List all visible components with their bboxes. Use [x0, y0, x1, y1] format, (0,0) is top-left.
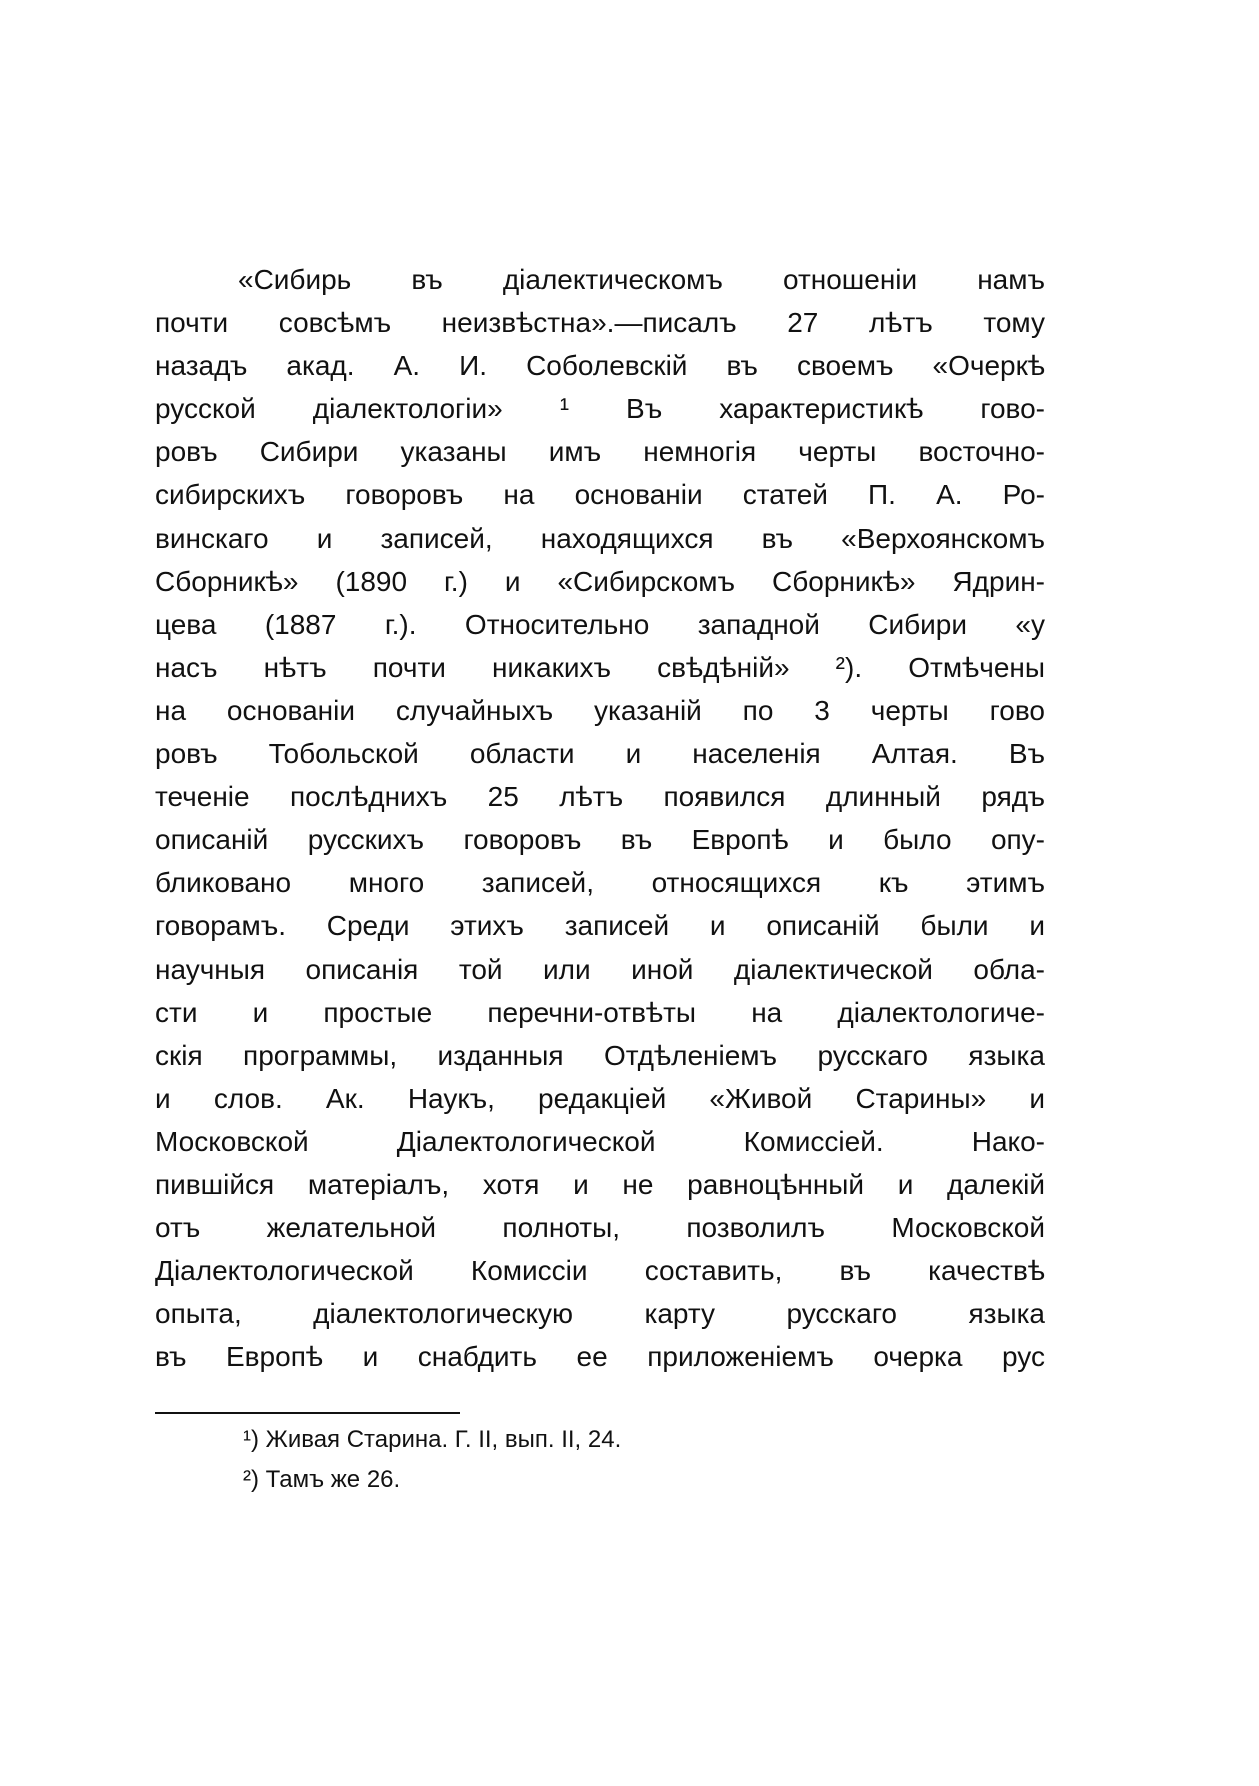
text-line: въ Европѣ и снабдить ее приложеніемъ очерка рус — [155, 1341, 1045, 1373]
text-line: насъ нѣтъ почти никакихъ свѣдѣній» ²). Отмѣчены — [155, 651, 1045, 683]
text-line: теченіе послѣднихъ 25 лѣтъ появился длинный рядъ — [155, 781, 1045, 813]
text-line: говорамъ. Среди этихъ записей и описаній были и — [155, 910, 1045, 942]
footnotes — [243, 1420, 943, 1500]
text-line: скія программы, изданныя Отдѣленіемъ русскаго языка — [155, 1039, 1045, 1071]
text-line: опыта, діалектологическую карту русскаго языка — [155, 1298, 1045, 1330]
text-line: сибирскихъ говоровъ на основаніи статей П. А. Ро- — [155, 479, 1045, 511]
text-line: русской діалектологіи» ¹ Въ характеристикѣ гово- — [155, 393, 1045, 425]
text-line: отъ желательной полноты, позволилъ Московской — [155, 1212, 1045, 1244]
footnote-2: ²) Тамъ же 26. — [243, 1466, 401, 1493]
text-line: ровъ Тобольской области и населенія Алтая. Въ — [155, 738, 1045, 770]
text-line: пившійся матеріалъ, хотя и не равноцѣнный и далекій — [155, 1168, 1045, 1200]
main-paragraph — [155, 258, 1045, 1378]
text-line: винскаго и записей, находящихся въ «Верхоянскомъ — [155, 522, 1045, 554]
text-line: и слов. Ак. Наукъ, редакціей «Живой Старины» и — [155, 1082, 1045, 1114]
text-line: назадъ акад. А. И. Соболевскій въ своемъ «Очеркѣ — [155, 350, 1045, 382]
text-line: «Сибирь въ діалектическомъ отношеніи намъ — [238, 264, 1045, 295]
text-line: бликовано много записей, относящихся къ этимъ — [155, 867, 1045, 899]
text-line: Московской Діалектологической Комиссіей. Нако- — [155, 1125, 1045, 1157]
text-line: научныя описанія той или иной діалектической обла- — [155, 953, 1045, 985]
text-line: на основаніи случайныхъ указаній по 3 черты гово — [155, 694, 1045, 726]
text-line: Діалектологической Комиссіи составить, въ качествѣ — [155, 1255, 1045, 1287]
text-line: сти и простые перечни-отвѣты на діалектологиче- — [155, 996, 1045, 1028]
footnote-divider — [155, 1412, 460, 1414]
text-line: описаній русскихъ говоровъ въ Европѣ и было опу- — [155, 824, 1045, 856]
text-line: ровъ Сибири указаны имъ немногія черты восточно- — [155, 436, 1045, 468]
text-line: цева (1887 г.). Относительно западной Сибири «у — [155, 608, 1045, 640]
text-line: почти совсѣмъ неизвѣстна».—писалъ 27 лѣтъ тому — [155, 307, 1045, 339]
text-line: Сборникѣ» (1890 г.) и «Сибирскомъ Сборникѣ» Ядрин- — [155, 565, 1045, 597]
footnote-1: ¹) Живая Старина. Г. II, вып. II, 24. — [243, 1426, 622, 1453]
